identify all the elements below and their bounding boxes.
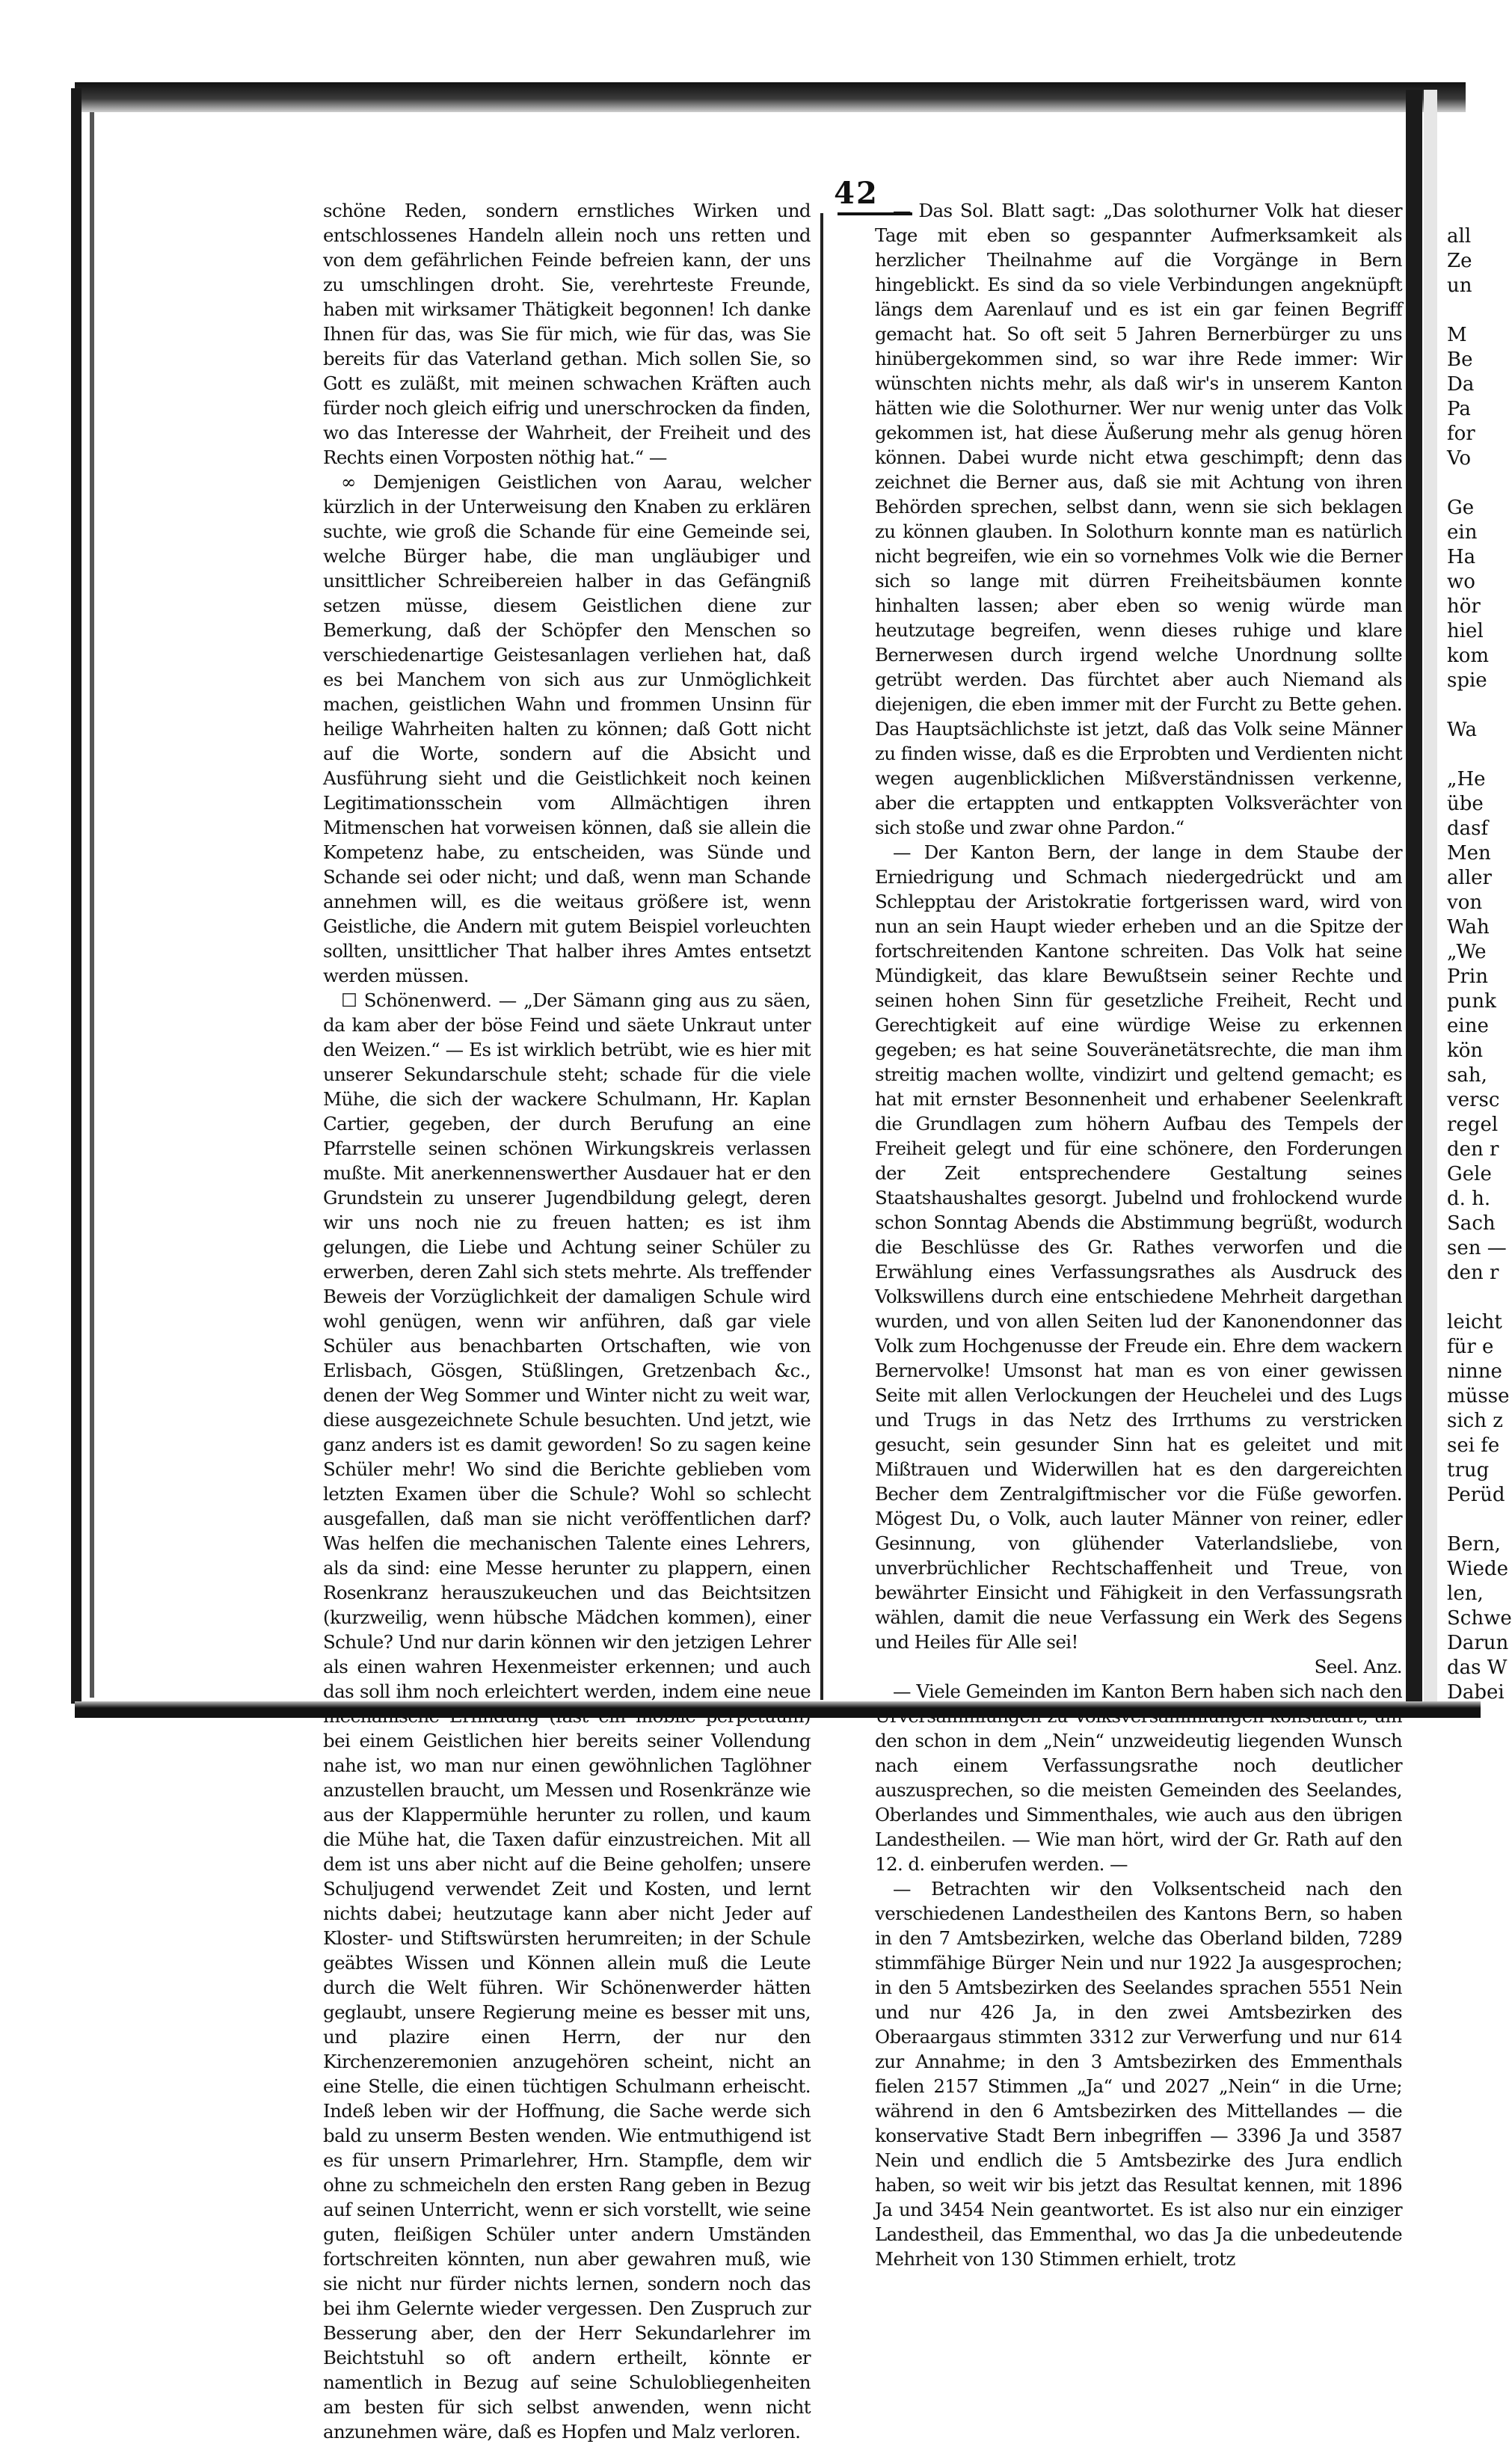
adjacent-page-line	[1447, 743, 1496, 767]
adjacent-page-line: kön	[1447, 1040, 1484, 1062]
adjacent-page-line: un	[1447, 274, 1472, 297]
adjacent-page-line: ninne	[1447, 1360, 1502, 1383]
adjacent-page-line: kom	[1447, 645, 1490, 667]
article-paragraph: — Viele Gemeinden im Kanton Bern haben sich nach den Urversammlungen zu Volksversammlungen konstituirt, um den schon in dem „Nein“ unzweideutig liegenden Wunsch nach einem Verfassungsrathe noch deutlicher auszusprechen, so die meisten Gemeinden des Seelandes, Oberlandes und Simmenthales, wie auch aus den übrigen Landestheilen. — Wie man hört, wird der Gr. Rath auf den 12. d. einberufen werden. —	[875, 1680, 1402, 1875]
adjacent-page-line: hiel	[1447, 620, 1484, 642]
adjacent-page-line: for	[1447, 423, 1475, 445]
adjacent-page-line: wo	[1447, 571, 1475, 593]
adjacent-page-fragment	[1447, 224, 1512, 1705]
scan-top-shadow	[75, 82, 1466, 112]
scan-left-edge	[71, 88, 82, 1704]
adjacent-page-line: Dabei	[1447, 1681, 1505, 1704]
adjacent-page-line: dasf	[1447, 817, 1489, 840]
adjacent-page-line	[1447, 298, 1496, 323]
adjacent-page-line: das W	[1447, 1657, 1508, 1679]
article-paragraph: schöne Reden, sondern ernstliches Wirken und entschlossenes Handeln allein noch uns retten und von dem gefährlichen Feinde befreien kann, der uns zu umschlingen droht. Sie, verehrteste Freunde, haben mit wirksamer Thätigkeit begonnen! Ich danke Ihnen für das, was Sie für mich, wie für das, was Sie bereits für das Vaterland gethan. Mich sollen Sie, so Gott es zuläßt, mit meinen schwachen Kräften auch fürder noch gleich eifrig und unerschrocken da finden, wo das Interesse der Wahrheit, der Freiheit und des Rechts einen Vorposten nöthig hat.“ —	[323, 200, 811, 468]
adjacent-page-line: d. h.	[1447, 1188, 1491, 1210]
adjacent-page-line	[1447, 693, 1496, 718]
adjacent-page-line: von	[1447, 891, 1483, 914]
adjacent-page-line: Ge	[1447, 497, 1475, 519]
adjacent-page-line: Ha	[1447, 546, 1476, 568]
adjacent-page-line: Men	[1447, 842, 1491, 865]
adjacent-page-line: den r	[1447, 1262, 1499, 1284]
adjacent-page-line: Wiede	[1447, 1558, 1508, 1580]
adjacent-page-line: versc	[1447, 1089, 1500, 1111]
adjacent-page-line: sich z	[1447, 1410, 1503, 1432]
adjacent-page-line: leicht	[1447, 1311, 1502, 1333]
adjacent-page-line: M	[1447, 324, 1467, 346]
adjacent-page-line: all	[1447, 225, 1472, 248]
left-column	[323, 198, 811, 2444]
adjacent-page-line: Ze	[1447, 250, 1472, 272]
article-paragraph: ∞ Demjenigen Geistlichen von Aarau, welcher kürzlich in der Unterweisung den Knaben zu erklären suchte, wie groß die Schande für eine Gemeinde sei, welche Bürger habe, die man ungläubiger und unsittlicher Schreibereien halber in das Gefängniß setzen müsse, diesem Geistlichen diene zur Bemerkung, daß der Schöpfer den Menschen so verschiedenartige Geistesanlagen verliehen hat, daß es bei Manchem von sich aus zur Unmöglichkeit machen, geistlichen Wahn und frommen Unsinn für heilige Wahrheiten halten zu können; daß Gott nicht auf die Worte, sondern auf die Absicht und Ausführung sieht und die Geistlichkeit noch keinen Legitimationsschein vom Allmächtigen ihren Mitmenschen hat vorweisen können, daß sie allein die Kompetenz habe, zu entscheiden, was Sünde und Schande sei oder nicht; und daß, wenn man Schande annehmen will, es die weitaus größere ist, wenn Geistliche, die Andern mit gutem Beispiel vorleuchten sollten, unsittlicher That halber ihres Amtes entsetzt werden müssen.	[323, 471, 811, 986]
adjacent-page-line: punk	[1447, 990, 1496, 1013]
adjacent-page-line: Prin	[1447, 965, 1488, 988]
adjacent-page-line: Be	[1447, 349, 1473, 371]
book-gutter	[1406, 90, 1422, 1713]
source-signature: Seel. Anz.	[1314, 1656, 1402, 1677]
page-number: 42	[834, 176, 879, 211]
article-paragraph: — Der Kanton Bern, der lange in dem Staube der Erniedrigung und Schmach niedergedrückt und am Schlepptau der Aristokratie fortgerissen ward, wird von nun an sein Haupt wieder erheben und an die Spitze der fortschreitenden Kantone schreiten. Das Volk hat seine Mündigkeit, das klare Bewußtsein seiner Rechte und seinen hohen Sinn für gesetzliche Freiheit, Recht und Gerechtigkeit auf eine würdige Weise zu erkennen gegeben; es hat seine Souveränetätsrechte, die man ihm streitig machen wollte, vindizirt und geltend gemacht; es hat mit ernster Besonnenheit und erhabener Seelenkraft die Grundlagen zum höhern Aufbau des Tempels der Freiheit gelegt und für eine schönere, den Forderungen der Zeit entsprechendere Gestaltung seines Staatshaushaltes gesorgt. Jubelnd und frohlockend wurde schon Sonntag Abends die Abstimmung begrüßt, wodurch die Beschlüsse des Gr. Rathes verworfen und die Erwählung eines Verfassungsrathes als Ausdruck des Volkswillens durch eine entschiedene Mehrheit dargethan wurden, und von allen Seiten lud der Kanonendonner das Volk zum Hochgenusse der Freude ein. Ehre dem wackern Bernervolke! Umsonst hat man es von einer gewissen Seite mit allen Verlockungen der Heuchelei und des Lugs und Trugs in das Netz des Irrthums zu verstricken gesucht, sein gesunder Sinn hat es geleitet und mit Mißtrauen und Widerwillen hat es den dargereichten Becher dem Zentralgiftmischer vor die Füße geworfen. Mögest Du, o Volk, auch lauter Männer von reiner, edler Gesinnung, von glühender Vaterlandsliebe, von unverbrüchlicher Rechtschaffenheit und Treue, von bewährter Einsicht und Fähigkeit in den Verfassungsrath wählen, damit die neue Verfassung ein Werk des Segens und Heiles für Alle sei!	[875, 841, 1402, 1653]
adjacent-page-line: Darun	[1447, 1632, 1509, 1654]
adjacent-page-line	[1447, 471, 1496, 496]
adjacent-page-line: übe	[1447, 793, 1484, 815]
adjacent-page-line	[1447, 1508, 1496, 1532]
adjacent-page-line: müsse	[1447, 1385, 1510, 1407]
adjacent-page-line: spie	[1447, 669, 1487, 692]
adjacent-page-line: für e	[1447, 1336, 1494, 1358]
adjacent-page-line: aller	[1447, 867, 1492, 889]
adjacent-page-line: hör	[1447, 595, 1481, 618]
adjacent-page-line	[1447, 1286, 1496, 1310]
adjacent-page-line: eine	[1447, 1015, 1489, 1037]
adjacent-page-line: sah,	[1447, 1064, 1487, 1087]
adjacent-page-line: Wah	[1447, 916, 1490, 939]
gutter-highlight	[1424, 90, 1437, 1713]
article-paragraph: — Betrachten wir den Volksentscheid nach den verschiedenen Landestheilen des Kantons Bern, so haben in den 7 Amtsbezirken, welche das Oberland bilden, 7289 stimmfähige Bürger Nein und nur 1922 Ja ausgesprochen; in den 5 Amtsbezirken des Seelandes sprachen 5551 Nein und nur 426 Ja, in den zwei Amtsbezirken des Oberaargaus stimmten 3312 zur Verwerfung und nur 614 zur Annahme; in den 3 Amtsbezirken des Emmenthals fielen 2157 Stimmen „Ja“ und 2027 „Nein“ in die Urne; während in den 6 Amtsbezirken des Mittellandes — die konservative Stadt Bern inbegriffen — 3396 Ja und 3587 Nein und endlich die 5 Amtsbezirke des Jura endlich haben, so weit wir bis jetzt das Resultat kennen, mit 1896 Ja und 3454 Nein geantwortet. Es ist also nur ein einziger Landestheil, das Emmenthal, wo das Ja die unbedeutende Mehrheit von 130 Stimmen erhielt, trotz	[875, 1878, 1402, 2270]
adjacent-page-line: Gele	[1447, 1163, 1492, 1185]
adjacent-page-line: Bern,	[1447, 1533, 1501, 1556]
adjacent-page-line: Vo	[1447, 447, 1472, 470]
adjacent-page-line: Schwe	[1447, 1607, 1512, 1630]
article-paragraph: ☐ Schönenwerd. — „Der Sämann ging aus zu säen, da kam aber der böse Feind und säete Unkraut unter den Weizen.“ — Es ist wirklich betrübt, wie es hier mit unserer Sekundarschule steht; schade für die viele Mühe, die sich der wackere Schulmann, Hr. Kaplan Cartier, gegeben, der durch Berufung an eine Pfarrstelle seinen schönen Wirkungskreis verlassen mußte. Mit anerkennenswerther Ausdauer hat er den Grundstein zu unserer Jugendbildung gelegt, deren wir uns noch nie zu freuen hatten; es ist ihm gelungen, die Liebe und Achtung seiner Schüler zu erwerben, deren Zahl sich stets mehrte. Als treffender Beweis der Vorzüglichkeit der damaligen Schule wird wohl genügen, wenn wir anführen, daß gar viele Schüler aus benachbarten Ortschaften, wie von Erlisbach, Gösgen, Stüßlingen, Gretzenbach &c., denen der Weg Sommer und Winter nicht zu weit war, diese ausgezeichnete Schule besuchten. Und jetzt, wie ganz anders ist es damit geworden! So zu sagen keine Schüler mehr! Wo sind die Berichte geblieben vom letzten Examen über die Schule? Wohl so schlecht ausgefallen, daß man sie nicht veröffentlichen darf? Was helfen die mechanischen Talente eines Lehrers, als da sind: eine Messe herunter zu plappern, einen Rosenkranz herauszukeuchen und das Beichtsitzen (kurzweilig, wenn hübsche Mädchen kommen), einer Schule? Und nur darin können wir den jetzigen Lehrer als einen wahren Hexenmeister erkennen; und auch das soll ihm noch erleichtert werden, indem eine neue mechanische Erfindung (fast ein mobile perpetuum) bei einem Geistlichen hier bereits seiner Vollendung nahe ist, wo man nur einen gewöhnlichen Taglöhner anzustellen braucht, um Messen und Rosenkränze wie aus der Klappermühle herunter zu rollen, und kaum die Mühe hat, die Taxen dafür einzustreichen. Mit all dem ist uns aber nicht auf die Beine geholfen; unsere Schuljugend verwendet Zeit und Kosten, und lernt nichts dabei; heutzutage kann aber nicht Jeder auf Kloster- und Stiftswürsten herumreiten; in der Schule geäbtes Wissen und Können allein muß die Leute durch die Welt führen. Wir Schönenwerder hätten geglaubt, unsere Regierung meine es besser mit uns, und plazire einen Herrn, der nur den Kirchenzeremonien anzugehören scheint, nicht an eine Stelle, die einen tüchtigen Schulmann erheischt. Indeß leben wir der Hoffnung, die Sache werde sich bald zu unserm Besten wenden. Wie entmuthigend ist es für unsern Primarlehrer, Hrn. Stampfle, dem wir ohne zu schmeicheln den ersten Rang geben in Bezug auf seinen Unterricht, wenn er sich vorstellt, wie seine guten, fleißigen Schüler unter andern Umständen fortschreiten könnten, nun aber gewahren muß, wie sie nicht nur fürder nichts lernen, sondern noch das bei ihm Gelernte wieder vergessen. Den Zuspruch zur Besserung aber, den der Herr Sekundarlehrer im Beichtstuhl so oft andern ertheilt, könnte er namentlich in Bezug auf seine Schulobliegenheiten am besten für sich selbst anwenden, wenn nicht anzunehmen wäre, daß es Hopfen und Malz verloren.	[323, 989, 811, 2443]
adjacent-page-line: len,	[1447, 1582, 1484, 1605]
adjacent-page-line: Perüd	[1447, 1484, 1505, 1506]
adjacent-page-line: Sach	[1447, 1212, 1496, 1235]
adjacent-page-line: den r	[1447, 1138, 1499, 1161]
adjacent-page-line: trug	[1447, 1459, 1490, 1482]
scan-left-edge-inner	[90, 112, 94, 1698]
adjacent-page-line: „He	[1447, 768, 1486, 790]
adjacent-page-line: „We	[1447, 941, 1487, 963]
adjacent-page-line: ein	[1447, 521, 1478, 544]
column-divider	[820, 213, 823, 1700]
adjacent-page-line: Da	[1447, 373, 1475, 396]
article-paragraph: — Das Sol. Blatt sagt: „Das solothurner Volk hat dieser Tage mit eben so gespannter Aufmerksamkeit als herzlicher Theilnahme auf die Vorgänge in Bern hingeblickt. Es sind da so viele Verbindungen angeknüpft längs dem Aarenlauf und es ist ein gar feinen Begriff gemacht hat. So oft seit 5 Jahren Bernerbürger zu uns hinübergekommen sind, so war ihre Rede immer: Wir wünschten nichts mehr, als daß wir's in unserem Kanton hätten wie die Solothurner. Wer nur wenig unter das Volk gekommen ist, hat diese Äußerung mehr als genug hören können. Dabei wurde nicht etwa geschimpft; denn das zeichnet die Berner aus, daß sie mit Achtung von ihren Behörden sprechen, selbst dann, wenn sie sich beklagen zu können glauben. In Solothurn konnte man es natürlich nicht begreifen, wie ein so vornehmes Volk wie die Berner sich so lange mit dürren Freiheitsbäumen konnte hinhalten lassen; aber eben so wenig würde man heutzutage begreifen, wenn dieses ruhige und klare Bernerwesen durch irgend welche Unordnung sollte getrübt werden. Das fürchtet aber auch Niemand als diejenigen, die eben immer mit der Furcht zu Bette gehen. Das Hauptsächlichste ist jetzt, daß das Volk seine Männer zu finden wisse, daß es die Erprobten und Verdienten nicht wegen augenblicklichen Mißverständnissen verkenne, aber die ertappten und entkappten Volksverächter von sich stoße und zwar ohne Pardon.“	[875, 200, 1402, 838]
adjacent-page-line: Wa	[1447, 719, 1477, 741]
adjacent-page-line: sei fe	[1447, 1434, 1500, 1457]
adjacent-page-line: Pa	[1447, 398, 1471, 420]
right-column	[875, 198, 1402, 2271]
adjacent-page-line: sen —	[1447, 1237, 1507, 1259]
adjacent-page-line: regel	[1447, 1114, 1499, 1136]
